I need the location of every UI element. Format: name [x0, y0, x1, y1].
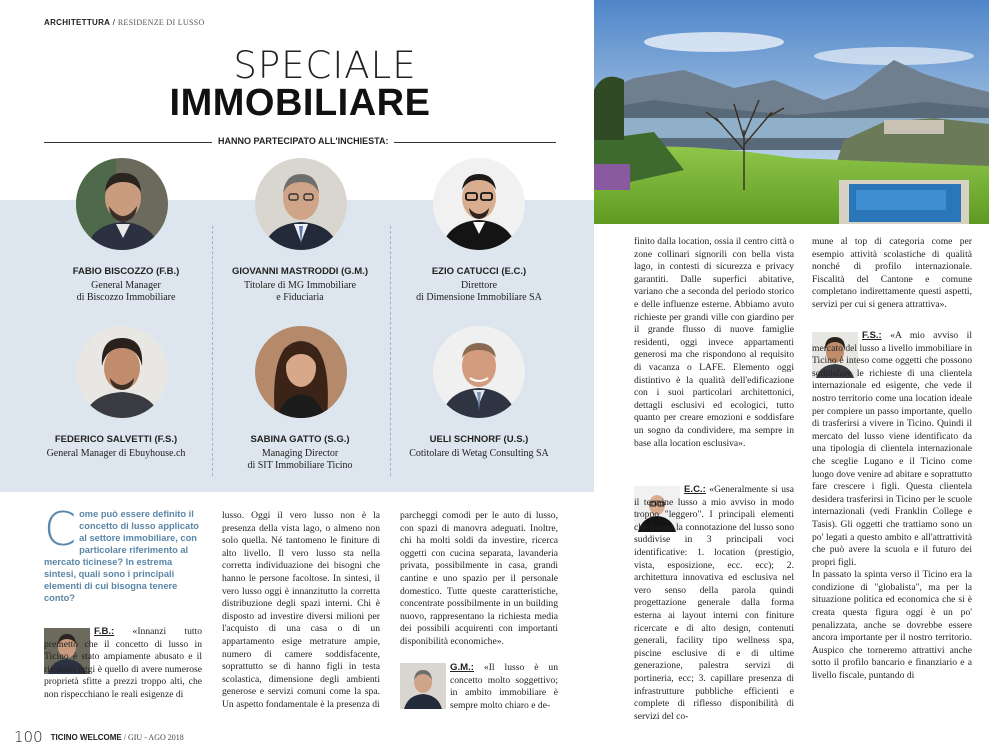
answer-text: «A mio avviso il mercato del lusso a livello immobiliare in Ticino è inteso come oggetti che possono soddisfare le richieste di una clientela internazionale ed esigente, che vede il nostro territorio come una location ideale per compiere un passo importante, quello di trasferirsi a vivere in Ticino. Quindi il mercato del lusso viene identificato da una tipologia di clientela internazionale che sceglie Lugano e il Ticino come luogo dove venire ad abitare e soprattutto fare crescere i figli. Questa clientela desidera trasferirsi in Ticino per le scuole internazionali (vedi Franklin College e Tasis). Gli oggetti che trattiamo sono un po' legati a questo ambito e all'attrattività che può avere la scuola e il futuro dei propri figli. — [812, 330, 972, 568]
participants-label: HANNO PARTECIPATO ALL'INCHIESTA: — [212, 136, 394, 146]
participant-card — [379, 434, 579, 460]
magazine-name: TICINO WELCOME — [50, 733, 122, 742]
participant-role: Managing Director — [261, 448, 339, 459]
subsection-label: RESIDENZE DI LUSSO — [117, 18, 205, 27]
page-number: 100 — [14, 728, 43, 746]
answer-ec — [634, 484, 794, 723]
man-portrait-icon — [433, 158, 525, 250]
portrait-ezio-catucci — [433, 158, 525, 250]
section-kicker — [44, 18, 205, 27]
man-portrait-icon — [255, 158, 347, 250]
participant-role: di SIT Immobiliare Ticino — [247, 460, 353, 471]
lake-villa-photo — [594, 0, 989, 224]
body-text: lusso. Oggi il vero lusso non è la presenza della vista lago, o almeno non solo quella. Né tantomeno le finiture di alto livello. Il vero lusso sta nella corretta individuazione dei bisogni che hanno le persone facoltose. In sintesi, il vero lusso oggi è innanzitutto la corretta distribuzione degli spazi interni. Chi è disposto ad investire diversi milioni per l'acquisto di una casa o di un appartamento esige metrature ampie, numero di camere soddisfacente, soprattutto se di hanno figli in testa scolastica, dimensione degli ambienti generose e servizi comuni come la spa. Un aspetto fondamentale è la presenza di — [222, 510, 380, 710]
answer-text: «Innanzi tutto premetto che il concetto di lusso in Ticino è stato ampiamente abusato e il risultato oggi è quello di avere numerose proprietà sfitte a prezzi troppo alti, che non rispecchiano le reali esigenze di — [44, 626, 202, 700]
participant-role: di Dimensione Immobiliare SA — [416, 292, 542, 303]
article-column-3 — [400, 510, 558, 649]
participant-role: Titolare di MG Immobiliare — [243, 280, 357, 291]
participant-card — [200, 266, 400, 304]
man-portrait-icon — [76, 158, 168, 250]
participant-role: e Fiduciaria — [276, 292, 324, 303]
participant-card — [26, 266, 226, 304]
portrait-ueli-schnorf — [433, 326, 525, 418]
drop-cap: C — [44, 502, 77, 556]
article-column-4 — [634, 236, 794, 450]
participant-name: FABIO BISCOZZO (F.B.) — [72, 266, 180, 277]
participant-role: General Manager — [91, 280, 161, 291]
portrait-giovanni-mastroddi — [255, 158, 347, 250]
page-footer — [14, 728, 184, 746]
participant-card — [200, 434, 400, 472]
section-label: ARCHITETTURA — [44, 18, 111, 27]
participant-role: Cotitolare di Wetag Consulting SA — [409, 448, 549, 459]
answer-gm — [400, 662, 558, 712]
participant-role: di Biscozzo Immobiliare — [76, 292, 176, 303]
body-text: mune al top di categoria come per esempio attività scolastiche di qualità nonché di profilo internazionale. Fiscalità del Cantone e comune completano indirettamente questi aspetti, servizi per cui si genera attrattiva». — [812, 236, 972, 310]
participant-role: Direttore — [460, 280, 498, 291]
participant-name: EZIO CATUCCI (E.C.) — [431, 266, 527, 277]
kicker-separator: / — [110, 18, 118, 27]
article-column-2 — [222, 510, 380, 712]
answer-author: F.B.: — [94, 626, 115, 637]
answer-fb — [44, 626, 202, 702]
portrait-federico-salvetti — [76, 326, 168, 418]
footer-separator: / — [121, 733, 128, 742]
participant-name: GIOVANNI MASTRODDI (G.M.) — [232, 266, 368, 277]
participant-name: UELI SCHNORF (U.S.) — [429, 434, 529, 445]
portrait-fabio-biscozzo — [76, 158, 168, 250]
answer-text: «Generalmente si usa il termine lusso a mio avviso in modo troppo "leggero". I principali elementi che danno la connotazione del lusso sono suddivise in 3 principali voci identificative: 1. location (prestigio, vista, esposizione, ecc. ecc); 2. architettura innovativa ed esclusiva nel vero senso della parola quindi progettazione generale dalla forma esterna ai layout interni con finiture ricercate e di alto design, contenuti generali, facility tipo wellness spa, piscine esclusive di e di ultime generazione, palestra servizi di portineria, ecc; 3. capillare presenza di infrastrutture pubbliche efficienti e complete di riflesso disponibilità di servizi del co- — [634, 484, 794, 722]
participant-card — [16, 434, 216, 460]
page-title-line2: IMMOBILIARE — [169, 82, 431, 124]
man-portrait-icon — [433, 326, 525, 418]
participant-name: FEDERICO SALVETTI (F.S.) — [54, 434, 178, 445]
page-title-line1: SPECIALE — [233, 44, 417, 87]
answer-author: E.C.: — [684, 484, 706, 495]
woman-portrait-icon — [255, 326, 347, 418]
issue-date: GIU - AGO 2018 — [127, 733, 184, 742]
participant-name: SABINA GATTO (S.G.) — [250, 434, 350, 445]
portrait-sabina-gatto — [255, 326, 347, 418]
participant-role: General Manager di Ebuyhouse.ch — [46, 448, 186, 459]
answer-fs — [812, 330, 972, 683]
answer-text: «Il lusso è un concetto molto soggettivo; in ambito immobiliare è sempre molto chiaro e de- — [450, 662, 558, 711]
body-text: parcheggi comodi per le auto di lusso, con spazi di manovra adeguati. Inoltre, chi ha molti soldi da investire, ricerca oggetti con cucina separata, lavanderia privata, possibilmente in casa, grandi cantine e uno spazio per il personale domestico. Tutte queste caratteristiche, concentrate possibilmente in un building nuovo, rappresentano la richiesta media dei possibili acquirenti con importanti disponibilità economiche». — [400, 510, 558, 647]
article-column-5 — [812, 236, 972, 312]
question-text: ome può essere definito il concetto di lusso applicato al settore immobiliare, con particolare riferimento al mercato ticinese? In estrema sintesi, quali sono i principali elementi di cui bisogna tenere conto? — [44, 509, 199, 603]
landscape-photo-icon — [594, 0, 989, 224]
interview-question — [44, 502, 202, 604]
body-text: In passato la spinta verso il Ticino era la condizione di "globalista", ma per la situazione politica ed economica che si è creata questa figura oggi è un po' penalizzata, anche se dovrebbe essere ancora importante per il nostro territorio. Auspico che torneremo attrattivi anche sotto il profilo bancario e finanziario e a livello fiscale, puntando di — [812, 569, 972, 682]
body-text: finito dalla location, ossia il centro città o zone collinari signorili con bella vista lago, in contesti di sicurezza e privacy garantiti. Dalle superfici abitative, variano che a seconda del periodo storico e delle influenze esterne. Abbiamo avuto richieste per grandi ville con giardino per il grande flusso di nuove famiglie residenti, oggi invece appartamenti generosi ma che rispondono al requisito di vacanza o LAFE. Elemento oggi distintivo è la qualità dell'edificazione con i suoi particolari architettonici, dettagli esclusivi ed ecologici, tutto quanto per creare emozioni e soddisfare un sogno da condividere, ma sempre in base alla location esclusiva». — [634, 236, 794, 449]
man-portrait-icon — [76, 326, 168, 418]
answer-author: F.S.: — [862, 330, 882, 341]
participant-card — [379, 266, 579, 304]
answer-author: G.M.: — [450, 662, 474, 673]
